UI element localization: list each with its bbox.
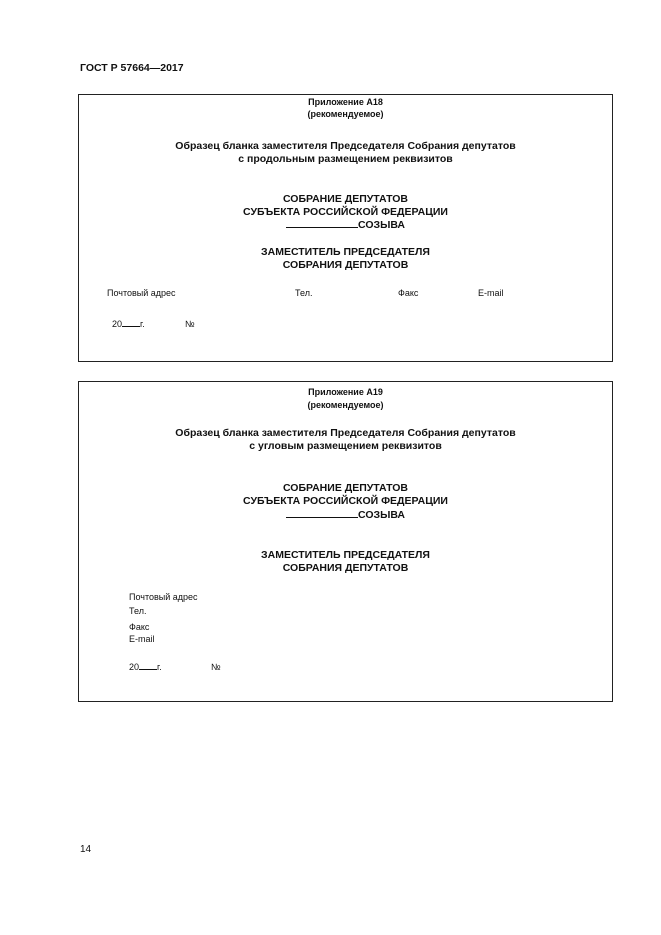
appendix-a19-number: № <box>211 662 221 672</box>
appendix-a18-frame <box>78 94 613 362</box>
appendix-a18-label: Приложение А18 <box>308 97 383 107</box>
appendix-a19-org-line2: СУБЪЕКТА РОССИЙСКОЙ ФЕДЕРАЦИИ <box>243 495 448 507</box>
page-number: 14 <box>80 844 92 855</box>
appendix-a19-address: Почтовый адрес <box>129 592 198 602</box>
appendix-a19-position-line1: ЗАМЕСТИТЕЛЬ ПРЕДСЕДАТЕЛЯ <box>261 549 430 561</box>
appendix-a19-note: (рекомендуемое) <box>307 400 384 410</box>
appendix-a18-note: (рекомендуемое) <box>307 109 384 119</box>
appendix-a19-label: Приложение А19 <box>308 387 383 397</box>
date-blank <box>139 669 157 670</box>
appendix-a18-number: № <box>185 319 195 329</box>
appendix-a18-title-line2: с продольным размещением реквизитов <box>238 153 453 165</box>
appendix-a19-email: E-mail <box>129 634 155 644</box>
appendix-a19-title-line2: с угловым размещением реквизитов <box>249 440 442 452</box>
appendix-a18-position-line1: ЗАМЕСТИТЕЛЬ ПРЕДСЕДАТЕЛЯ <box>261 246 430 258</box>
appendix-a18-fax: Факс <box>398 288 419 298</box>
appendix-a19-title-line1: Образец бланка заместителя Председателя Собрания депутатов <box>175 427 516 439</box>
appendix-a18-address: Почтовый адрес <box>107 288 176 298</box>
convocation-blank <box>286 227 358 228</box>
date-blank <box>122 326 140 327</box>
appendix-a18-phone: Тел. <box>295 288 313 298</box>
appendix-a18-org-line3: СОЗЫВА <box>79 219 612 231</box>
appendix-a19-org-line1: СОБРАНИЕ ДЕПУТАТОВ <box>282 482 409 494</box>
appendix-a19-phone: Тел. <box>129 606 147 616</box>
appendix-a19-position-line2: СОБРАНИЯ ДЕПУТАТОВ <box>282 562 409 574</box>
convocation-blank <box>286 517 358 518</box>
appendix-a18-email: E-mail <box>478 288 504 298</box>
appendix-a18-org-line1: СОБРАНИЕ ДЕПУТАТОВ <box>282 193 409 205</box>
appendix-a19-fax: Факс <box>129 622 150 632</box>
appendix-a18-position-line2: СОБРАНИЯ ДЕПУТАТОВ <box>282 259 409 271</box>
appendix-a18-org-line2: СУБЪЕКТА РОССИЙСКОЙ ФЕДЕРАЦИИ <box>243 206 448 218</box>
appendix-a18-title-line1: Образец бланка заместителя Председателя Собрания депутатов <box>175 140 516 152</box>
appendix-a19-frame <box>78 381 613 702</box>
appendix-a18-date: 20 г. <box>112 319 145 329</box>
document-header: ГОСТ Р 57664—2017 <box>80 62 184 74</box>
appendix-a19-org-line3: СОЗЫВА <box>79 509 612 521</box>
appendix-a19-date: 20 г. <box>129 662 162 672</box>
